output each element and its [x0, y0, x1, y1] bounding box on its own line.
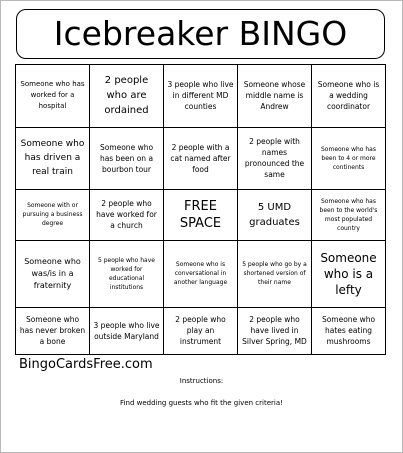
grid-row-2 — [16, 127, 386, 189]
bingo-cell: Someone who is conversational in another language — [164, 240, 238, 307]
bingo-cell: Someone who has never broken a bone — [16, 307, 90, 354]
bingo-cell: 5 UMD graduates — [238, 189, 312, 240]
free-space-cell: FREE SPACE — [164, 189, 238, 240]
bingo-grid — [15, 64, 386, 355]
bingo-cell: 2 people who have worked for a church — [90, 189, 164, 240]
bingo-cell: Someone who hates eating mushrooms — [312, 307, 386, 354]
site-brand: BingoCardsFree.com — [19, 357, 153, 372]
bingo-cell: 5 people who go by a shortened version of their name — [238, 240, 312, 307]
bingo-cell: 3 people who live in different MD counties — [164, 65, 238, 128]
bingo-cell: Someone who is a wedding coordinator — [312, 65, 386, 128]
bingo-cell: 2 people who play an instrument — [164, 307, 238, 354]
bingo-cell: 3 people who live outside Maryland — [90, 307, 164, 354]
bingo-cell: Someone who has been to the world's most populated country — [312, 189, 386, 240]
bingo-cell: Someone with or pursuing a business degree — [16, 189, 90, 240]
bingo-cell: 2 people who have lived in Silver Spring, MD — [238, 307, 312, 354]
bingo-cell: Someone who is a lefty — [312, 240, 386, 307]
card-title: Icebreaker BINGO — [16, 9, 385, 59]
grid-row-5 — [16, 307, 386, 354]
bingo-cell: 2 people with names pronounced the same — [238, 127, 312, 189]
bingo-cell: Someone who has worked for a hospital — [16, 65, 90, 128]
grid-row-3 — [16, 189, 386, 240]
instructions-text: Find wedding guests who fit the given criteria! — [120, 399, 283, 407]
bingo-cell: Someone who has been on a bourbon tour — [90, 127, 164, 189]
instructions-label: Instructions: — [179, 377, 224, 385]
bingo-cell: 2 people with a cat named after food — [164, 127, 238, 189]
bingo-cell: Someone who was/is in a fraternity — [16, 240, 90, 307]
bingo-cell: 2 people who are ordained — [90, 65, 164, 128]
grid-row-4 — [16, 240, 386, 307]
bingo-cell: Someone who has driven a real train — [16, 127, 90, 189]
grid-row-1 — [16, 65, 386, 128]
bingo-cell: Someone who has been to 4 or more continents — [312, 127, 386, 189]
bingo-cell: 5 people who have worked for educational institutions — [90, 240, 164, 307]
bingo-cell: Someone whose middle name is Andrew — [238, 65, 312, 128]
